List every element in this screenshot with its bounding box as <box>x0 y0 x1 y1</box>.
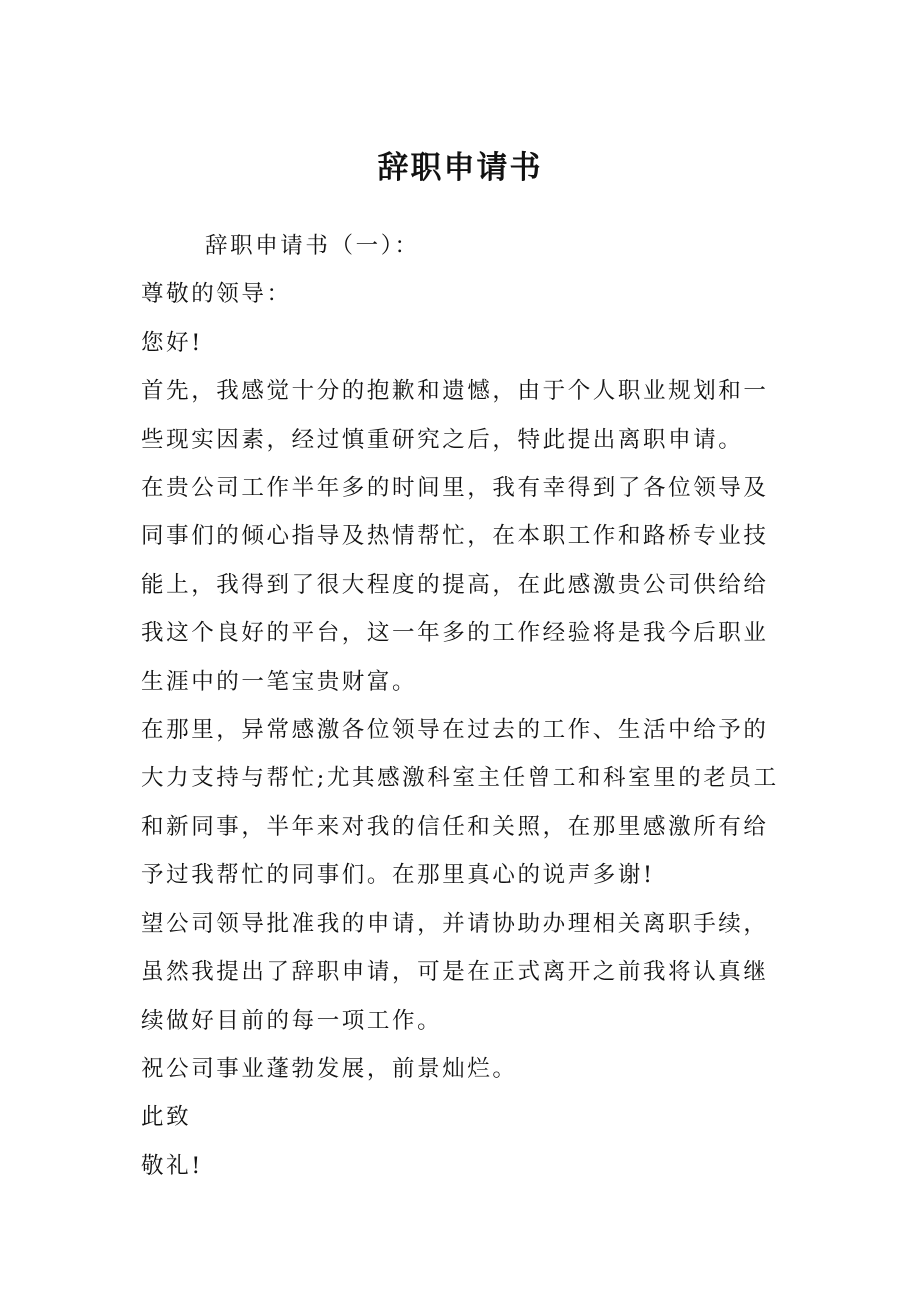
greeting: 您好! <box>141 329 203 356</box>
paragraph: 在贵公司工作半年多的时间里，我有幸得到了各位领导及同事们的倾心指导及热情帮忙，在本职工作和路桥专业技能上，我得到了很大程度的提高，在此感激贵公司供给给我这个良好的平台，这一年多的工作经验将是我今后职业生涯中的一笔宝贵财富。 <box>141 475 769 695</box>
document-title: 辞职申请书 <box>377 150 543 186</box>
paragraph: 在那里，异常感激各位领导在过去的工作、生活中给予的大力支持与帮忙;尤其感激科室主任曾工和科室里的老员工和新同事，半年来对我的信任和关照，在那里感激所有给予过我帮忙的同事们。在那里真心的说声多谢! <box>141 717 779 889</box>
document-body <box>141 222 781 1190</box>
paragraph: 望公司领导批准我的申请，并请协助办理相关离职手续，虽然我提出了辞职申请，可是在正式离开之前我将认真继续做好目前的每一项工作。 <box>141 910 769 1034</box>
closing-line: 此致 <box>141 1104 192 1131</box>
closing-regards: 敬礼! <box>141 1152 203 1179</box>
subtitle: 辞职申请书（一）： <box>205 233 420 259</box>
paragraph: 首先，我感觉十分的抱歉和遗憾，由于个人职业规划和一些现实因素，经过慎重研究之后，特此提出离职申请。 <box>141 378 769 453</box>
salutation: 尊敬的领导： <box>141 281 292 308</box>
paragraph: 祝公司事业蓬勃发展，前景灿烂。 <box>141 1055 518 1082</box>
